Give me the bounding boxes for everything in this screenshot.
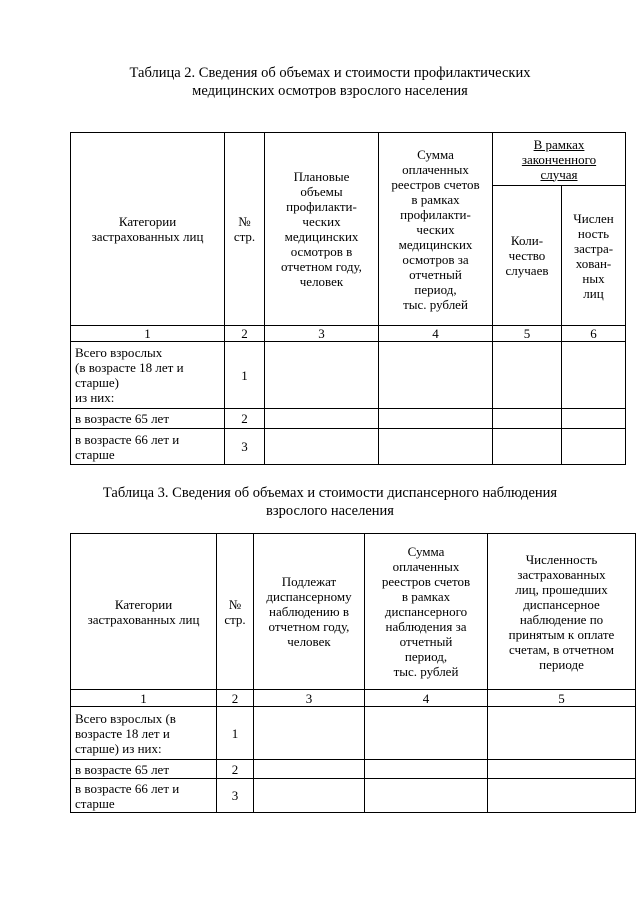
- row-line-number: 3: [217, 779, 254, 813]
- header-insured-count: Числен ность застра- хован- ных лиц: [562, 186, 626, 326]
- column-number: 6: [562, 326, 626, 342]
- table2: [70, 132, 626, 465]
- row-category: в возрасте 65 лет: [71, 760, 217, 779]
- data-cell: [488, 779, 636, 813]
- column-number: 1: [71, 690, 217, 707]
- column-number: 5: [493, 326, 562, 342]
- header-cases-count: Коли- чество случаев: [493, 186, 562, 326]
- column-number: 2: [225, 326, 265, 342]
- header-planned-volumes: Плановые объемы профилакти- ческих медицинских осмотров в отчетном году, человек: [265, 133, 379, 326]
- table3: [70, 533, 636, 813]
- header-paid-sum: Сумма оплаченных реестров счетов в рамках диспансерного наблюдения за отчетный период, тыс. рублей: [365, 534, 488, 690]
- column-number: 2: [217, 690, 254, 707]
- data-cell: [379, 342, 493, 409]
- row-category: Всего взрослых (в возрасте 18 лет и старше) из них:: [71, 707, 217, 760]
- data-cell: [379, 429, 493, 465]
- data-cell: [365, 779, 488, 813]
- table-row: [71, 779, 636, 813]
- header-line-no: № стр.: [225, 133, 265, 326]
- header-within-completed-case: В рамках законченного случая: [493, 133, 626, 186]
- data-cell: [562, 429, 626, 465]
- column-number: 3: [254, 690, 365, 707]
- table-row: [71, 707, 636, 760]
- table-row: [71, 760, 636, 779]
- column-number: 1: [71, 326, 225, 342]
- column-number: 4: [379, 326, 493, 342]
- data-cell: [493, 342, 562, 409]
- column-number: 3: [265, 326, 379, 342]
- data-cell: [265, 342, 379, 409]
- row-line-number: 3: [225, 429, 265, 465]
- data-cell: [265, 409, 379, 429]
- column-number: 5: [488, 690, 636, 707]
- table3-title: Таблица 3. Сведения об объемах и стоимости диспансерного наблюдения взрослого населения: [102, 485, 558, 519]
- data-cell: [265, 429, 379, 465]
- header-line-no: № стр.: [217, 534, 254, 690]
- data-cell: [488, 707, 636, 760]
- header-paid-sum: Сумма оплаченных реестров счетов в рамках профилакти- ческих медицинских осмотров за отчетный период, тыс. рублей: [379, 133, 493, 326]
- data-cell: [562, 342, 626, 409]
- data-cell: [254, 760, 365, 779]
- row-category: в возрасте 65 лет: [71, 409, 225, 429]
- table-row: [71, 429, 626, 465]
- row-category: в возрасте 66 лет и старше: [71, 779, 217, 813]
- data-cell: [365, 760, 488, 779]
- table-row: [71, 342, 626, 409]
- table2-title: Таблица 2. Сведения об объемах и стоимости профилактических медицинских осмотров взрослого населения: [129, 65, 531, 99]
- data-cell: [254, 707, 365, 760]
- data-cell: [379, 409, 493, 429]
- row-category: в возрасте 66 лет и старше: [71, 429, 225, 465]
- table-row: [71, 409, 626, 429]
- data-cell: [493, 429, 562, 465]
- header-subject-to-observation: Подлежат диспансерному наблюдению в отчетном году, человек: [254, 534, 365, 690]
- data-cell: [254, 779, 365, 813]
- row-line-number: 1: [217, 707, 254, 760]
- row-line-number: 2: [225, 409, 265, 429]
- data-cell: [365, 707, 488, 760]
- data-cell: [488, 760, 636, 779]
- row-line-number: 2: [217, 760, 254, 779]
- row-category: Всего взрослых (в возрасте 18 лет и старше) из них:: [71, 342, 225, 409]
- header-category: Категории застрахованных лиц: [71, 534, 217, 690]
- header-category: Категории застрахованных лиц: [71, 133, 225, 326]
- row-line-number: 1: [225, 342, 265, 409]
- data-cell: [493, 409, 562, 429]
- header-insured-observed: Численность застрахованных лиц, прошедших диспансерное наблюдение по принятым к оплате счетам, в отчетном периоде: [488, 534, 636, 690]
- data-cell: [562, 409, 626, 429]
- column-number: 4: [365, 690, 488, 707]
